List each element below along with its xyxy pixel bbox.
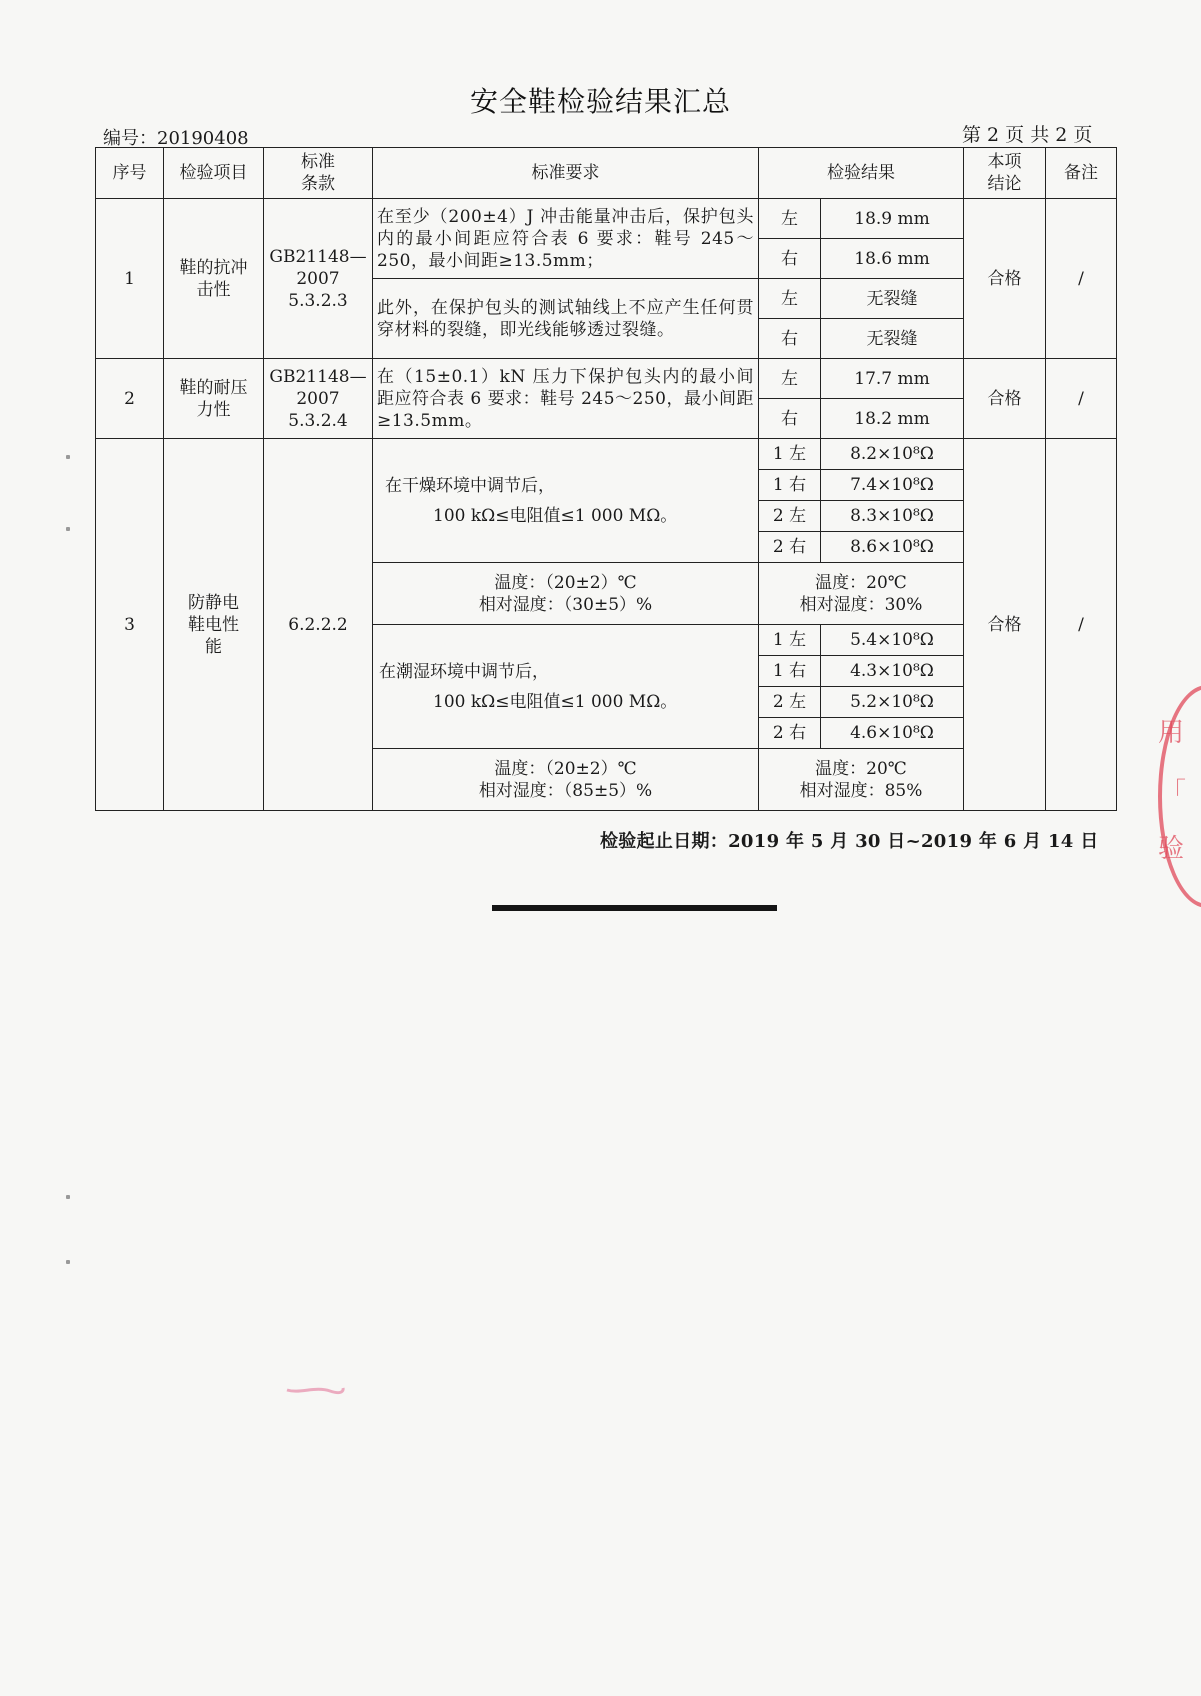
wet-cond-req-line1: 温度：（20±2）℃ xyxy=(494,758,637,779)
header-conclusion-line2: 结论 xyxy=(987,174,1022,194)
result-side: 左 xyxy=(759,199,821,239)
row2-remark: / xyxy=(1046,359,1117,439)
result-side: 1 左 xyxy=(759,625,821,656)
result-value: 18.9 mm xyxy=(821,199,964,239)
result-value: 17.7 mm xyxy=(821,359,964,399)
header-conclusion xyxy=(964,148,1046,199)
header-seq: 序号 xyxy=(96,148,164,199)
document-number: 编号：20190408 xyxy=(103,128,249,149)
dry-req-line1: 在干燥环境中调节后， xyxy=(385,475,555,496)
result-side: 2 右 xyxy=(759,532,821,563)
row2-clause xyxy=(264,359,373,439)
result-value: 18.2 mm xyxy=(821,399,964,439)
dry-condition-result xyxy=(759,563,964,625)
row2-item-line2: 力性 xyxy=(196,399,231,420)
row2-clause-line1: GB21148— xyxy=(269,366,367,387)
row2-conclusion: 合格 xyxy=(964,359,1046,439)
page-indicator: 第 2 页 共 2 页 xyxy=(962,124,1093,146)
row3-remark: / xyxy=(1046,439,1117,811)
wet-cond-res-line1: 温度：20℃ xyxy=(815,758,907,779)
result-side: 左 xyxy=(759,359,821,399)
row2-seq: 2 xyxy=(96,359,164,439)
row1-item-line1: 鞋的抗冲 xyxy=(179,257,248,278)
wet-req-line1: 在潮湿环境中调节后， xyxy=(379,661,549,682)
row1-item xyxy=(164,199,264,359)
result-value: 18.6 mm xyxy=(821,239,964,279)
scan-speck xyxy=(66,1195,70,1199)
table-header-row xyxy=(96,148,1117,199)
stamp-glyph: 「 xyxy=(1160,778,1187,808)
scan-speck xyxy=(66,527,70,531)
table-row xyxy=(96,439,1117,470)
row1-seq: 1 xyxy=(96,199,164,359)
result-side: 2 右 xyxy=(759,718,821,749)
stamp-glyph: 用 xyxy=(1158,718,1185,748)
row1-item-line2: 击性 xyxy=(196,279,231,300)
row1-remark: / xyxy=(1046,199,1117,359)
page-title: 安全鞋检验结果汇总 xyxy=(469,85,731,118)
row2-item-line1: 鞋的耐压 xyxy=(179,377,248,398)
dry-condition-requirement xyxy=(373,563,759,625)
stamp-glyph: 验 xyxy=(1158,834,1185,864)
row2-item xyxy=(164,359,264,439)
row3-clause: 6.2.2.2 xyxy=(264,439,373,811)
wet-cond-res-line2: 相对湿度：85% xyxy=(799,780,923,801)
row1-clause-line2: 2007 xyxy=(296,268,340,289)
wet-condition-requirement xyxy=(373,749,759,811)
result-side: 2 左 xyxy=(759,501,821,532)
row1-clause-line3: 5.3.2.3 xyxy=(288,290,348,311)
row3-conclusion: 合格 xyxy=(964,439,1046,811)
result-side: 左 xyxy=(759,279,821,319)
header-remark: 备注 xyxy=(1046,148,1117,199)
row2-clause-line3: 5.3.2.4 xyxy=(288,410,348,431)
result-value: 8.3×10⁸Ω xyxy=(821,501,964,532)
row3-dry-requirement xyxy=(373,439,759,563)
result-side: 右 xyxy=(759,239,821,279)
end-rule xyxy=(492,905,777,911)
wet-cond-req-line2: 相对湿度：（85±5）% xyxy=(478,780,653,801)
header-clause xyxy=(264,148,373,199)
row2-clause-line2: 2007 xyxy=(296,388,340,409)
result-side: 右 xyxy=(759,399,821,439)
dry-cond-req-line2: 相对湿度：（30±5）% xyxy=(478,594,653,615)
row3-item-line2: 鞋电性 xyxy=(188,614,239,635)
table-row xyxy=(96,359,1117,399)
header-item: 检验项目 xyxy=(164,148,264,199)
result-value: 5.4×10⁸Ω xyxy=(821,625,964,656)
result-side: 右 xyxy=(759,319,821,359)
dry-cond-res-line1: 温度：20℃ xyxy=(815,572,907,593)
result-side: 2 左 xyxy=(759,687,821,718)
row2-requirement: 在（15±0.1）kN 压力下保护包头内的最小间距应符合表 6 要求：鞋号 245～250，最小间距≥13.5mm。 xyxy=(373,359,759,439)
result-value: 8.6×10⁸Ω xyxy=(821,532,964,563)
row1-conclusion: 合格 xyxy=(964,199,1046,359)
result-value: 无裂缝 xyxy=(821,319,964,359)
row3-wet-requirement xyxy=(373,625,759,749)
row3-item-line1: 防静电 xyxy=(188,592,239,613)
result-side: 1 左 xyxy=(759,439,821,470)
header-conclusion-line1: 本项 xyxy=(987,152,1022,172)
results-table xyxy=(95,147,1117,811)
inspection-date-range: 检验起止日期：2019 年 5 月 30 日~2019 年 6 月 14 日 xyxy=(600,831,1099,852)
result-value: 7.4×10⁸Ω xyxy=(821,470,964,501)
row1-requirement-b: 此外，在保护包头的测试轴线上不应产生任何贯穿材料的裂缝，即光线能够透过裂缝。 xyxy=(373,279,759,359)
result-value: 4.3×10⁸Ω xyxy=(821,656,964,687)
row1-clause-line1: GB21148— xyxy=(269,246,367,267)
row1-requirement-a: 在至少（200±4）J 冲击能量冲击后，保护包头内的最小间距应符合表 6 要求：鞋号 245～250，最小间距≥13.5mm； xyxy=(373,199,759,279)
row3-item-line3: 能 xyxy=(205,636,222,657)
result-side: 1 右 xyxy=(759,656,821,687)
row1-clause xyxy=(264,199,373,359)
dry-cond-req-line1: 温度：（20±2）℃ xyxy=(494,572,637,593)
header-clause-line2: 条款 xyxy=(301,174,335,194)
pink-ink-mark xyxy=(285,1382,345,1396)
row3-seq: 3 xyxy=(96,439,164,811)
row3-item xyxy=(164,439,264,811)
header-result: 检验结果 xyxy=(759,148,964,199)
wet-condition-result xyxy=(759,749,964,811)
header-clause-line1: 标准 xyxy=(301,152,335,172)
result-value: 4.6×10⁸Ω xyxy=(821,718,964,749)
result-value: 5.2×10⁸Ω xyxy=(821,687,964,718)
scan-speck xyxy=(66,1260,70,1264)
dry-req-line2: 100 kΩ≤电阻值≤1 000 MΩ。 xyxy=(433,505,678,526)
scan-speck xyxy=(66,455,70,459)
result-value: 8.2×10⁸Ω xyxy=(821,439,964,470)
result-side: 1 右 xyxy=(759,470,821,501)
table-row xyxy=(96,199,1117,239)
dry-cond-res-line2: 相对湿度：30% xyxy=(799,594,923,615)
result-value: 无裂缝 xyxy=(821,279,964,319)
header-requirement: 标准要求 xyxy=(373,148,759,199)
wet-req-line2: 100 kΩ≤电阻值≤1 000 MΩ。 xyxy=(433,691,678,712)
